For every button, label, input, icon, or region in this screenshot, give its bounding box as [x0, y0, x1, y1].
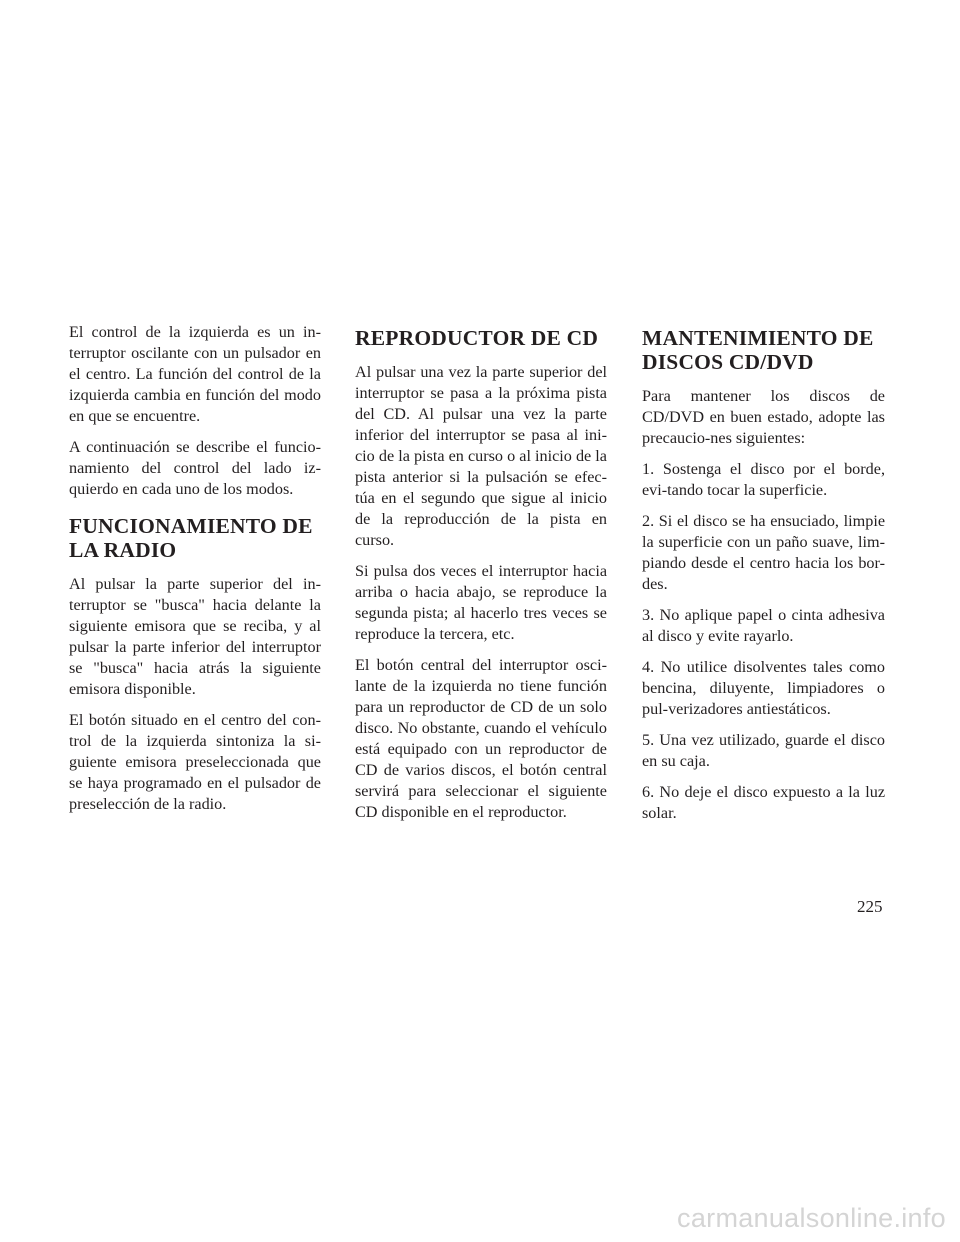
column-left [69, 322, 321, 825]
section-heading-radio: FUNCIONAMIENTO DE LA RADIO [69, 514, 313, 562]
disc-care-item-6: 6. No deje el disco expuesto a la luz solar. [642, 783, 885, 822]
section-heading-disc-care: MANTENIMIENTO DE DISCOS CD/DVD [642, 326, 874, 374]
disc-care-intro: Para mantener los discos de CD/DVD en buen estado, adopte las precaucio-nes siguientes: [642, 387, 885, 447]
intro-paragraph-1: El control de la izquierda es un in-terruptor oscilante con un pulsador en el centro. La función del control de la izquierda cambia en función del modo en que se encuentre. [69, 323, 321, 425]
radio-paragraph-1: Al pulsar la parte superior del in-terruptor se "busca" hacia delante la siguiente emisora que se reciba, y al pulsar la parte inferior del interruptor se "busca" hacia atrás la siguiente emisora disponible. [69, 575, 321, 698]
radio-paragraph-2: El botón situado en el centro del con-trol de la izquierda sintoniza la si-guiente emisora preseleccionada que se haya programado en el pulsador de preselección de la radio. [69, 711, 321, 813]
column-right [642, 322, 885, 834]
cd-paragraph-2: Si pulsa dos veces el interruptor hacia arriba o hacia abajo, se reproduce la segunda pista; al hacerlo tres veces se reproduce la tercera, etc. [355, 562, 607, 643]
column-middle [355, 322, 607, 833]
disc-care-item-3: 3. No aplique papel o cinta adhesiva al disco y evite rayarlo. [642, 606, 885, 645]
disc-care-item-2: 2. Si el disco se ha ensuciado, limpie la superficie con un paño suave, lim-piando desde el centro hacia los bor-des. [642, 512, 885, 593]
watermark: carmanualsonline.info [677, 1203, 946, 1233]
cd-paragraph-1: Al pulsar una vez la parte superior del interruptor se pasa a la próxima pista del CD. Al pulsar una vez la parte inferior del interruptor se pasa al ini-cio de la pista en curso o al inicio de la pista anterior si la pulsación se efec-túa en el segundo que sigue al inicio de la reproducción de la pista en curso. [355, 363, 607, 549]
intro-paragraph-2: A continuación se describe el funcio-namiento del control del lado iz-quierdo en cada uno de los modos. [69, 438, 321, 498]
cd-paragraph-3: El botón central del interruptor osci-lante de la izquierda no tiene función para un reproductor de CD de un solo disco. No obstante, cuando el vehículo está equipado con un reproductor de CD de varios discos, el botón central servirá para seleccionar el siguiente CD disponible en el reproductor. [355, 656, 607, 821]
disc-care-item-1: 1. Sostenga el disco por el borde, evi-tando tocar la superficie. [642, 460, 885, 499]
page-number: 225 [857, 897, 883, 916]
section-heading-cd-player: REPRODUCTOR DE CD [355, 326, 599, 350]
disc-care-item-4: 4. No utilice disolventes tales como bencina, diluyente, limpiadores o pul-verizadores antiestáticos. [642, 658, 885, 718]
disc-care-item-5: 5. Una vez utilizado, guarde el disco en su caja. [642, 731, 885, 770]
